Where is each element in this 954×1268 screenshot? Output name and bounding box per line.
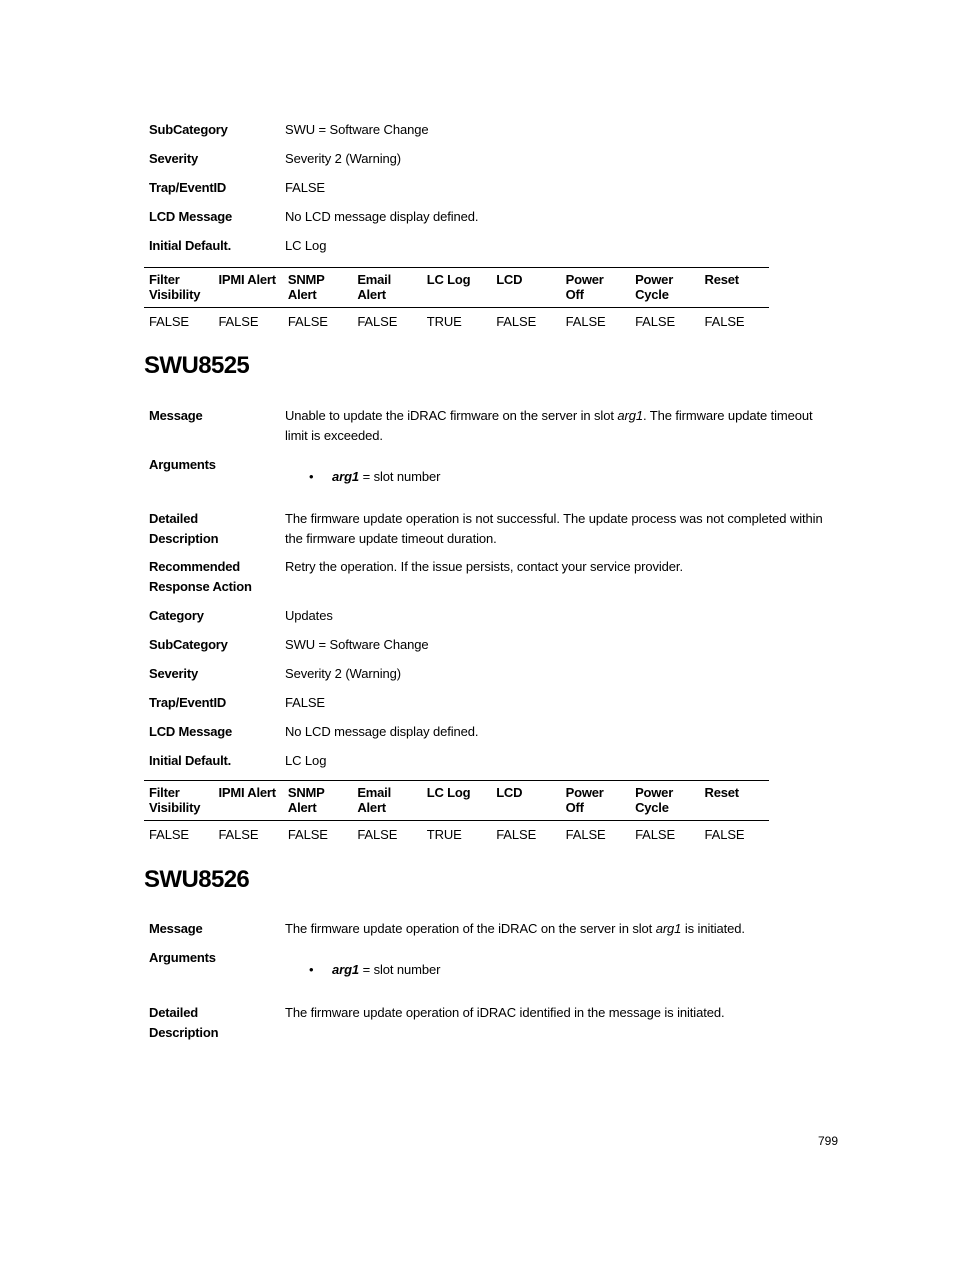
filter-header: SNMP Alert xyxy=(283,268,352,308)
arguments-list xyxy=(285,467,825,487)
property-label: Arguments xyxy=(149,950,216,965)
property-row xyxy=(149,207,829,236)
filter-header: Email Alert xyxy=(352,268,421,308)
property-label: Initial Default. xyxy=(149,238,232,253)
arguments-value xyxy=(285,455,825,487)
filter-header: LCD xyxy=(491,781,560,821)
detailed-description-row xyxy=(149,509,829,557)
property-label xyxy=(149,557,285,596)
response-action-row xyxy=(149,557,829,606)
filter-header: IPMI Alert xyxy=(213,781,282,821)
property-value: No LCD message display defined. xyxy=(285,209,479,224)
swu8525-properties xyxy=(149,406,829,780)
top-properties xyxy=(149,120,829,265)
swu8526-properties xyxy=(149,919,829,1051)
argument-name: arg1 xyxy=(332,469,360,484)
filter-header: LC Log xyxy=(422,268,491,308)
property-label xyxy=(149,509,285,548)
property-value: Updates xyxy=(285,608,333,623)
property-label: Trap/EventID xyxy=(149,180,227,195)
arguments-row xyxy=(149,948,829,1003)
section-heading: SWU8525 xyxy=(144,352,250,379)
filter-table-value-row xyxy=(144,821,769,843)
page-number: 799 xyxy=(818,1134,839,1148)
filter-table-value-row xyxy=(144,308,769,330)
property-label: SubCategory xyxy=(149,122,228,137)
arguments-list xyxy=(285,960,825,980)
filter-value: FALSE xyxy=(218,314,259,329)
filter-value: FALSE xyxy=(149,314,189,329)
bullet-icon: • xyxy=(309,469,314,484)
message-arg: arg1 xyxy=(655,921,682,936)
property-row xyxy=(149,149,829,178)
property-label: SubCategory xyxy=(149,637,228,652)
property-label: Category xyxy=(149,608,204,623)
bullet-icon: • xyxy=(309,962,314,977)
property-value: LC Log xyxy=(285,753,327,768)
property-value: The firmware update operation is not successful. The update process was not completed within the firmware update timeout duration. xyxy=(285,511,823,546)
filter-value: FALSE xyxy=(287,827,328,842)
filter-value: TRUE xyxy=(426,827,462,842)
message-text: The firmware update operation of the iDRAC on the server in slot xyxy=(285,921,656,936)
message-text: is initiated. xyxy=(681,921,745,936)
filter-header: LCD xyxy=(491,268,560,308)
filter-header: Power Off xyxy=(561,268,630,308)
message-row xyxy=(149,919,829,948)
filter-header: SNMP Alert xyxy=(283,781,352,821)
property-value: LC Log xyxy=(285,238,327,253)
property-label xyxy=(149,1003,285,1042)
property-value: Severity 2 (Warning) xyxy=(285,151,401,166)
message-text: . The firmware update timeout limit is exceeded. xyxy=(285,408,813,443)
property-row xyxy=(149,635,829,664)
property-value: SWU = Software Change xyxy=(285,637,429,652)
list-item xyxy=(285,467,825,487)
filter-value: FALSE xyxy=(496,827,537,842)
argument-description: = slot number xyxy=(359,962,441,977)
property-row xyxy=(149,178,829,207)
label-line: Description xyxy=(149,1024,219,1040)
property-label: Trap/EventID xyxy=(149,695,227,710)
property-row xyxy=(149,664,829,693)
filter-header: Reset xyxy=(700,268,770,308)
detailed-description-row xyxy=(149,1003,829,1051)
filter-header: Reset xyxy=(700,781,770,821)
property-label: Severity xyxy=(149,666,198,681)
filter-header: Filter Visibility xyxy=(144,781,213,821)
filter-table-header-row xyxy=(144,268,769,308)
filter-value: FALSE xyxy=(635,314,676,329)
filter-header: Power Off xyxy=(561,781,630,821)
filter-header: Power Cycle xyxy=(630,268,699,308)
filter-value: FALSE xyxy=(357,827,398,842)
section-heading: SWU8526 xyxy=(144,866,250,893)
filter-header: IPMI Alert xyxy=(213,268,282,308)
property-label: Initial Default. xyxy=(149,753,232,768)
label-line: Detailed xyxy=(149,511,198,526)
arguments-value xyxy=(285,948,825,980)
filter-value: FALSE xyxy=(704,827,745,842)
property-value: FALSE xyxy=(285,695,325,710)
filter-value: FALSE xyxy=(635,827,676,842)
property-label: LCD Message xyxy=(149,724,233,739)
label-line: Detailed xyxy=(149,1005,198,1020)
filter-value: TRUE xyxy=(426,314,462,329)
property-row xyxy=(149,606,829,635)
property-label: Message xyxy=(149,408,203,423)
arguments-row xyxy=(149,455,829,509)
filter-value: FALSE xyxy=(149,827,189,842)
property-row xyxy=(149,751,829,780)
message-row xyxy=(149,406,829,455)
filter-value: FALSE xyxy=(565,314,606,329)
property-value: Retry the operation. If the issue persists, contact your service provider. xyxy=(285,559,683,574)
argument-description: = slot number xyxy=(359,469,441,484)
message-value xyxy=(285,919,825,939)
filter-value: FALSE xyxy=(704,314,745,329)
message-text: Unable to update the iDRAC firmware on the server in slot xyxy=(285,408,618,423)
label-line: Recommended xyxy=(149,559,240,574)
property-row xyxy=(149,722,829,751)
filter-table xyxy=(144,780,769,842)
argument-name: arg1 xyxy=(332,962,360,977)
filter-header: Filter Visibility xyxy=(144,268,213,308)
filter-value: FALSE xyxy=(218,827,259,842)
filter-header: Email Alert xyxy=(352,781,421,821)
filter-table xyxy=(144,267,769,329)
filter-value: FALSE xyxy=(357,314,398,329)
list-item xyxy=(285,960,825,980)
label-line: Response Action xyxy=(149,578,252,594)
filter-header: LC Log xyxy=(422,781,491,821)
filter-value: FALSE xyxy=(496,314,537,329)
property-row xyxy=(149,236,829,265)
filter-value: FALSE xyxy=(287,314,328,329)
property-label: Arguments xyxy=(149,457,216,472)
property-value: Severity 2 (Warning) xyxy=(285,666,401,681)
filter-value: FALSE xyxy=(565,827,606,842)
property-value: No LCD message display defined. xyxy=(285,724,479,739)
property-value: SWU = Software Change xyxy=(285,122,429,137)
property-label: Message xyxy=(149,921,203,936)
filter-header: Power Cycle xyxy=(630,781,699,821)
property-label: LCD Message xyxy=(149,209,233,224)
message-arg: arg1 xyxy=(617,408,643,423)
property-row xyxy=(149,120,829,149)
property-value: The firmware update operation of iDRAC identified in the message is initiated. xyxy=(285,1005,725,1020)
property-row xyxy=(149,693,829,722)
property-value: FALSE xyxy=(285,180,325,195)
filter-table-header-row xyxy=(144,781,769,821)
message-value xyxy=(285,406,825,445)
label-line: Description xyxy=(149,530,219,546)
property-label: Severity xyxy=(149,151,198,166)
